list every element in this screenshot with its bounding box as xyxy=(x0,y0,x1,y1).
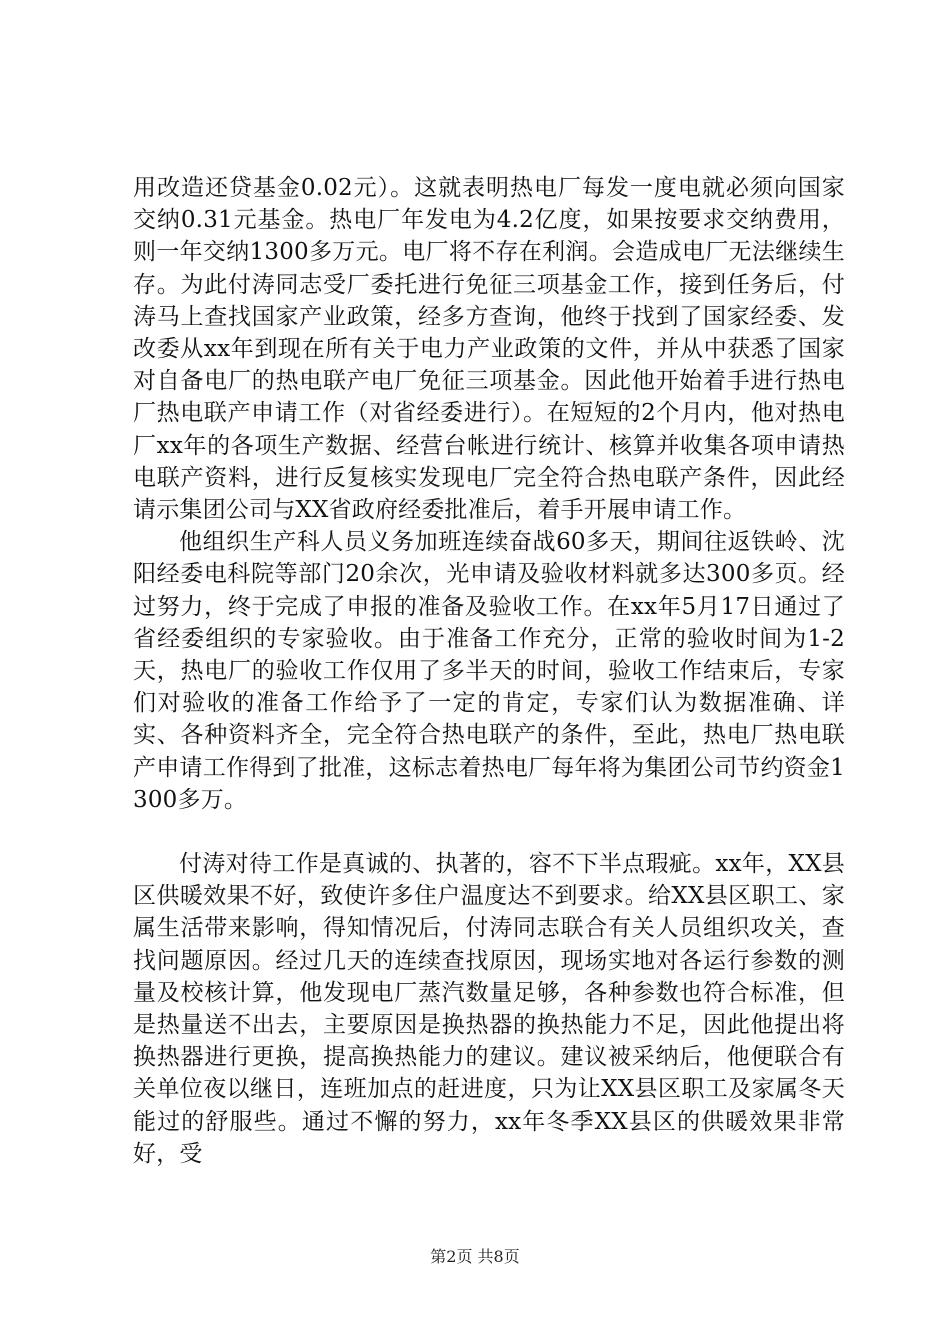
page-number-footer: 第2页 共8页 xyxy=(430,1247,520,1266)
paragraph-heating-work: 付涛对待工作是真诚的、执著的，容不下半点瑕疵。xx年，XX县区供暖效果不好，致使许多住户温度达不到要求。给XX县区职工、家属生活带来影响，得知情况后，付涛同志联合有关人员组织攻关，查找问题原因。经过几天的连续查找原因，现场实地对各运行参数的测量及校核计算，他发现电厂蒸汽数量足够，各种参数也符合标准，但是热量送不出去，主要原因是换热器的换热能力不足，因此他提出将换热器进行更换，提高换热能力的建议。建议被采纳后，他便联合有关单位夜以继日，连班加点的赶进度，只为让XX县区职工及家属冬天能过的舒服些。通过不懈的努力，xx年冬季XX县区的供暖效果非常好，受 xyxy=(133,851,845,1167)
paragraph-acceptance-work: 他组织生产科人员义务加班连续奋战60多天，期间往返铁岭、沈阳经委电科院等部门20余次，光申请及验收材料就多达300多页。经过努力，终于完成了申报的准备及验收工作。在xx年5月17日通过了省经委组织的专家验收。由于准备工作充分，正常的验收时间为1-2天，热电厂的验收工作仅用了多半天的时间，验收工作结束后，专家们对验收的准备工作给予了一定的肯定，专家们认为数据准确、详实、各种资料齐全，完全符合热电联产的条件，至此，热电厂热电联产申请工作得到了批准，这标志着热电厂每年将为集团公司节约资金1300多万。 xyxy=(133,529,845,813)
paragraph-continuation: 用改造还贷基金0.02元）。这就表明热电厂每发一度电就必须向国家交纳0.31元基金。热电厂年发电为4.2亿度，如果按要求交纳费用，则一年交纳1300多万元。电厂将不存在利润。会造成电厂无法继续生存。为此付涛同志受厂委托进行免征三项基金工作，接到任务后，付涛马上查找国家产业政策，经多方查询，他终于找到了国家经委、发改委从xx年到现在所有关于电力产业政策的文件，并从中获悉了国家对自备电厂的热电联产电厂免征三项基金。因此他开始着手进行热电厂热电联产申请工作（对省经委进行）。在短短的2个月内，他对热电厂xx年的各项生产数据、经营台帐进行统计、核算并收集各项申请热电联产资料，进行反复核实发现电厂完全符合热电联产条件，因此经请示集团公司与XX省政府经委批准后，着手开展申请工作。 xyxy=(133,175,845,524)
document-body xyxy=(133,172,845,1170)
